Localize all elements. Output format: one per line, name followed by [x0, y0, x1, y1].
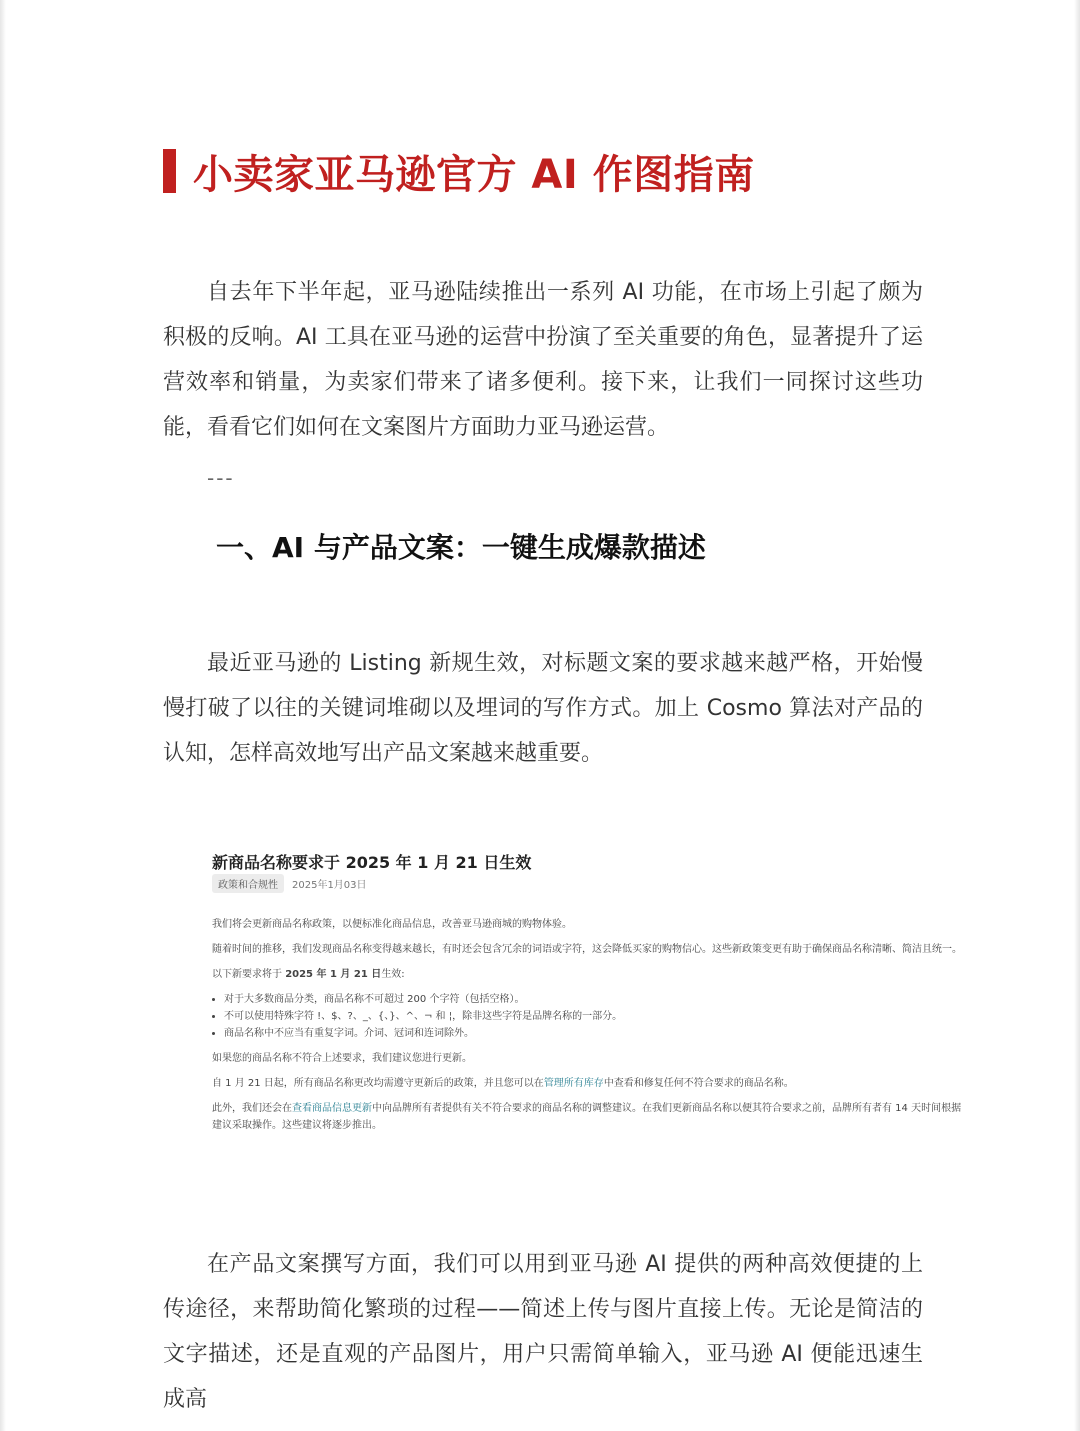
page-edge-right — [1074, 0, 1080, 1431]
title-accent-bar — [163, 149, 176, 193]
page-edge-left — [0, 0, 6, 1431]
notice-title: 新商品名称要求于 2025 年 1 月 21 日生效 — [212, 853, 532, 872]
title-block — [163, 146, 755, 196]
section-paragraph: 最近亚马逊的 Listing 新规生效，对标题文案的要求越来越严格，开始慢慢打破了以往的关键词堆砌以及埋词的写作方式。加上 Cosmo 算法对产品的认知，怎样高效地写出产品文案越来越重要。 — [163, 651, 923, 766]
manage-inventory-link[interactable]: 管理所有库存 — [543, 1078, 604, 1089]
list-item: • 商品名称中不应当有重复字词。介词、冠词和连词除外。 — [224, 1025, 962, 1042]
notice-date: 2025年1月03日 — [292, 880, 367, 891]
section-heading: 一、AI 与产品文案：一键生成爆款描述 — [216, 531, 706, 564]
intro-paragraph: 自去年下半年起，亚马逊陆续推出一系列 AI 功能，在市场上引起了颇为积极的反响。AI 工具在亚马逊的运营中扮演了至关重要的角色，显著提升了运营效率和销量，为卖家们带来了诸多便利。接下来，让我们一同探讨这些功能，看看它们如何在文案图片方面助力亚马逊运营。 — [163, 280, 923, 440]
list-item: • 不可以使用特殊字符 !、$、?、_、{、}、^、¬ 和 ¦，除非这些字符是品牌名称的一部分。 — [224, 1008, 962, 1025]
notice-body — [212, 916, 962, 1142]
notice-paragraph: 以下新要求将于 2025 年 1 月 21 日生效: — [212, 969, 405, 980]
notice-category-tag: 政策和合规性 — [212, 874, 284, 893]
section-separator: --- — [207, 466, 235, 490]
section-paragraph-2: 在产品文案撰写方面，我们可以用到亚马逊 AI 提供的两种高效便捷的上传途径，来帮助简化繁琐的过程——简述上传与图片直接上传。无论是简洁的文字描述，还是直观的产品图片，用户只需简单输入，亚马逊 AI 便能迅速生成高 — [163, 1252, 923, 1412]
page-title: 小卖家亚马逊官方 AI 作图指南 — [193, 151, 755, 198]
notice-paragraph: 自 1 月 21 日起，所有商品名称更改均需遵守更新后的政策，并且您可以在管理所有库存中查看和修复任何不符合要求的商品名称。 — [212, 1078, 794, 1089]
list-item: • 对于大多数商品分类，商品名称不可超过 200 个字符（包括空格）。 — [224, 991, 962, 1008]
notice-requirements-list — [212, 991, 962, 1042]
notice-paragraph: 随着时间的推移，我们发现商品名称变得越来越长，有时还会包含冗余的词语或字符，这会降低买家的购物信心。这些新政策变更有助于确保商品名称清晰、简洁且统一。 — [212, 944, 962, 955]
notice-paragraph: 如果您的商品名称不符合上述要求，我们建议您进行更新。 — [212, 1053, 472, 1064]
notice-meta — [212, 874, 367, 893]
notice-paragraph: 此外，我们还会在查看商品信息更新中向品牌所有者提供有关不符合要求的商品名称的调整建议。在我们更新商品名称以便其符合要求之前，品牌所有者有 14 天时间根据建议采取操作。这些建议将逐步推出。 — [212, 1103, 962, 1131]
notice-screenshot — [190, 836, 980, 1186]
listing-updates-link[interactable]: 查看商品信息更新 — [292, 1103, 372, 1114]
notice-paragraph: 我们将会更新商品名称政策，以便标准化商品信息，改善亚马逊商城的购物体验。 — [212, 919, 572, 930]
